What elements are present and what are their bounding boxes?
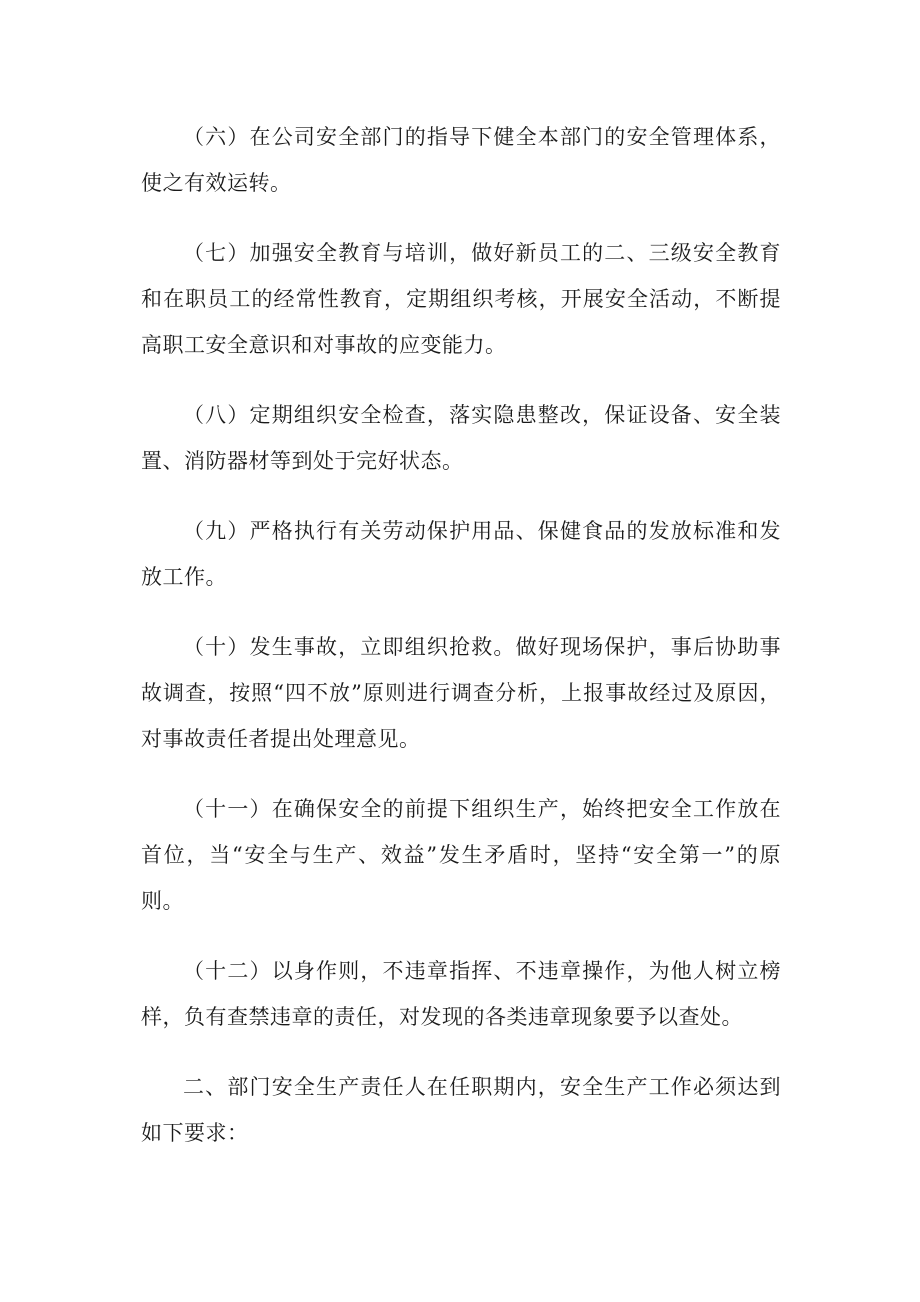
paragraph-9: （九）严格执行有关劳动保护用品、保健食品的发放标准和发放工作。: [141, 519, 781, 589]
paragraph-12: （十二）以身作则，不违章指挥、不违章操作，为他人树立榜样，负有查禁违章的责任，对发现的各类违章现象要予以查处。: [141, 959, 781, 1029]
paragraph-6: （六）在公司安全部门的指导下健全本部门的安全管理体系，使之有效运转。: [141, 125, 781, 195]
paragraph-7: （七）加强安全教育与培训，做好新员工的二、三级安全教育和在职员工的经常性教育，定期组织考核，开展安全活动，不断提高职工安全意识和对事故的应变能力。: [141, 241, 781, 357]
paragraph-10: （十）发生事故，立即组织抢救。做好现场保护，事后协助事故调查，按照“四不放”原则进行调查分析，上报事故经过及原因，对事故责任者提出处理意见。: [141, 635, 781, 751]
paragraph-11: （十一）在确保安全的前提下组织生产，始终把安全工作放在首位，当“安全与生产、效益”发生矛盾时，坚持“安全第一”的原则。: [141, 797, 781, 913]
document-body: [141, 114, 781, 1180]
section-two-heading: 二、部门安全生产责任人在任职期内，安全生产工作必须达到如下要求：: [141, 1075, 781, 1145]
paragraph-8: （八）定期组织安全检查，落实隐患整改，保证设备、安全装置、消防器材等到处于完好状态。: [141, 403, 781, 473]
